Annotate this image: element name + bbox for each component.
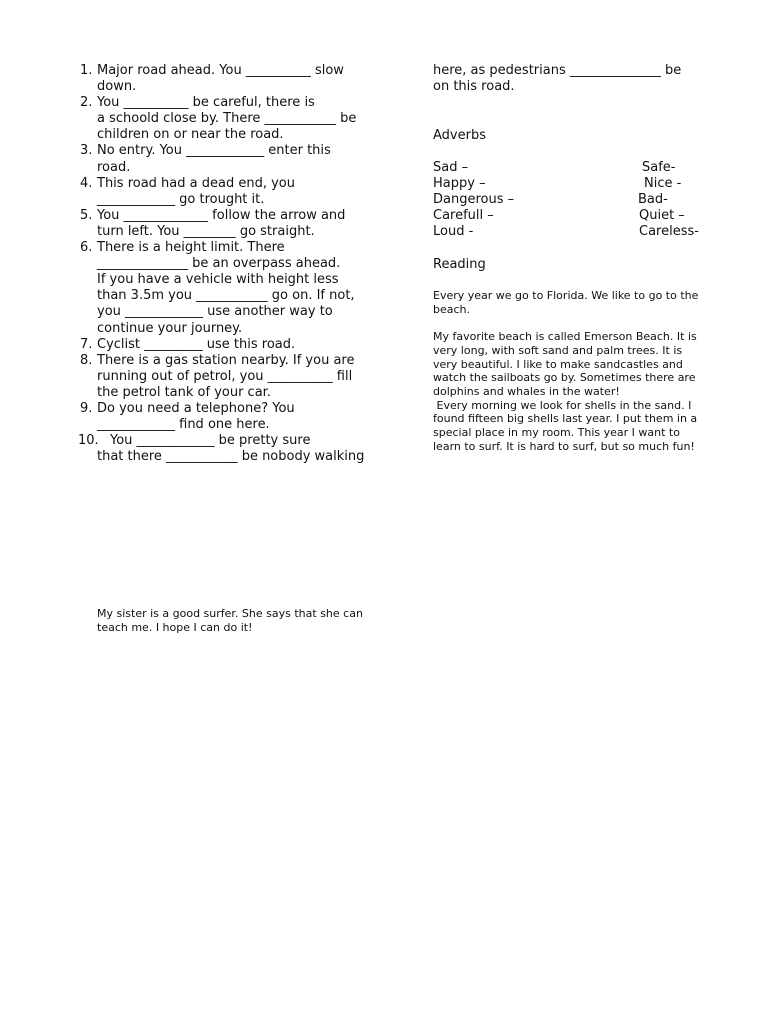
questions-column (78, 63, 378, 465)
question-text-line: ____________ go trought it. (97, 191, 265, 207)
reading-line: My sister is a good surfer. She says that she can (97, 607, 363, 620)
reading-line: teach me. I hope I can do it! (97, 620, 253, 634)
question-text-line: the petrol tank of your car. (97, 384, 271, 400)
adjective-word: Nice - (644, 176, 682, 192)
question-text-line: If you have a vehicle with height less (97, 272, 339, 288)
reading-line: dolphins and whales in the water! (433, 384, 620, 398)
question-text-line: You ____________ be pretty sure (110, 433, 311, 449)
question-text-line: road. (97, 159, 131, 175)
question-number: 7. (80, 336, 93, 352)
question-text-line: Major road ahead. You __________ slow (97, 63, 344, 78)
question-number: 2. (80, 95, 93, 111)
reading-line: learn to surf. It is hard to surf, but so much fun! (433, 439, 695, 453)
question-number: 5. (80, 207, 93, 223)
question-text-line: children on or near the road. (97, 127, 284, 143)
question-number: 8. (80, 352, 93, 368)
question-text-line: turn left. You ________ go straight. (97, 223, 315, 239)
adjective-word: Loud - (433, 224, 474, 240)
question-text-line: continue your journey. (97, 320, 243, 336)
question-item (78, 208, 378, 240)
question-text-line: that there ___________ be nobody walking (97, 449, 365, 465)
question-number: 6. (80, 240, 93, 256)
continuation-line: on this road. (433, 79, 515, 95)
question-text-line: No entry. You ____________ enter this (97, 143, 331, 159)
question-text-line: than 3.5m you ___________ go on. If not, (97, 288, 355, 304)
adverb-row (433, 160, 723, 176)
question-item (78, 95, 378, 143)
question-number: 3. (80, 143, 93, 159)
reading-line: very beautiful. I like to make sandcastles and (433, 357, 683, 371)
adjective-word: Careless- (639, 224, 699, 240)
question-text-line: Do you need a telephone? You (97, 400, 295, 416)
question-item (78, 433, 378, 465)
question-number: 10. (78, 433, 99, 449)
adverb-row (433, 208, 723, 224)
question-item (78, 337, 378, 353)
question-item (78, 143, 378, 175)
question-text-line: ____________ find one here. (97, 417, 270, 433)
adverbs-heading: Adverbs (433, 128, 486, 143)
reading-line: very long, with soft sand and palm trees. It is (433, 343, 683, 357)
adverb-row (433, 192, 723, 208)
question-text-line: ______________ be an overpass ahead. (97, 256, 341, 272)
reading-heading: Reading (433, 257, 486, 272)
reading-passage (433, 289, 708, 453)
adjective-word: Safe- (642, 160, 676, 175)
question-text-line: You _____________ follow the arrow and (97, 207, 346, 223)
question-text-line: You __________ be careful, there is (97, 95, 315, 111)
adverbs-list (433, 160, 723, 240)
questions-list (78, 63, 378, 465)
question-item (78, 240, 378, 337)
paragraph-gap (433, 316, 708, 330)
question-10-continuation (433, 63, 723, 95)
reading-line: watch the sailboats go by. Sometimes there are (433, 371, 696, 385)
adjective-word: Bad- (638, 192, 668, 208)
question-text-line: running out of petrol, you __________ fill (97, 368, 353, 384)
question-text-line: There is a gas station nearby. If you are (97, 352, 355, 368)
reading-passage-ending (97, 607, 377, 634)
reading-paragraph (433, 289, 708, 316)
question-item (78, 176, 378, 208)
adjective-word: Dangerous – (433, 192, 515, 208)
adjective-word: Sad – (433, 160, 469, 175)
right-column (433, 63, 723, 453)
reading-line: My favorite beach is called Emerson Beach. It is (433, 330, 697, 344)
reading-line: Every morning we look for shells in the sand. I (433, 398, 692, 412)
adjective-word: Quiet – (639, 208, 685, 224)
adjective-word: Happy – (433, 176, 486, 192)
adverb-row (433, 176, 723, 192)
question-text-line: This road had a dead end, you (97, 175, 295, 191)
question-text-line: There is a height limit. There (97, 240, 285, 256)
question-number: 1. (80, 63, 93, 78)
question-item (78, 63, 378, 95)
question-item (78, 353, 378, 401)
question-number: 9. (80, 400, 93, 416)
question-item (78, 401, 378, 433)
question-text-line: down. (97, 79, 137, 95)
reading-line: Every year we go to Florida. We like to go to the (433, 289, 699, 302)
reading-line: special place in my room. This year I want to (433, 426, 680, 440)
adjective-word: Carefull – (433, 208, 494, 224)
question-number: 4. (80, 175, 93, 191)
question-text-line: Cyclist _________ use this road. (97, 336, 296, 352)
question-text-line: you ____________ use another way to (97, 304, 333, 320)
continuation-line: here, as pedestrians ______________ be (433, 63, 682, 78)
adverb-row (433, 224, 723, 240)
reading-line: found fifteen big shells last year. I put them in a (433, 412, 698, 426)
reading-paragraph (433, 330, 708, 453)
question-text-line: a schoold close by. There ___________ be (97, 111, 357, 127)
reading-line: beach. (433, 302, 471, 316)
